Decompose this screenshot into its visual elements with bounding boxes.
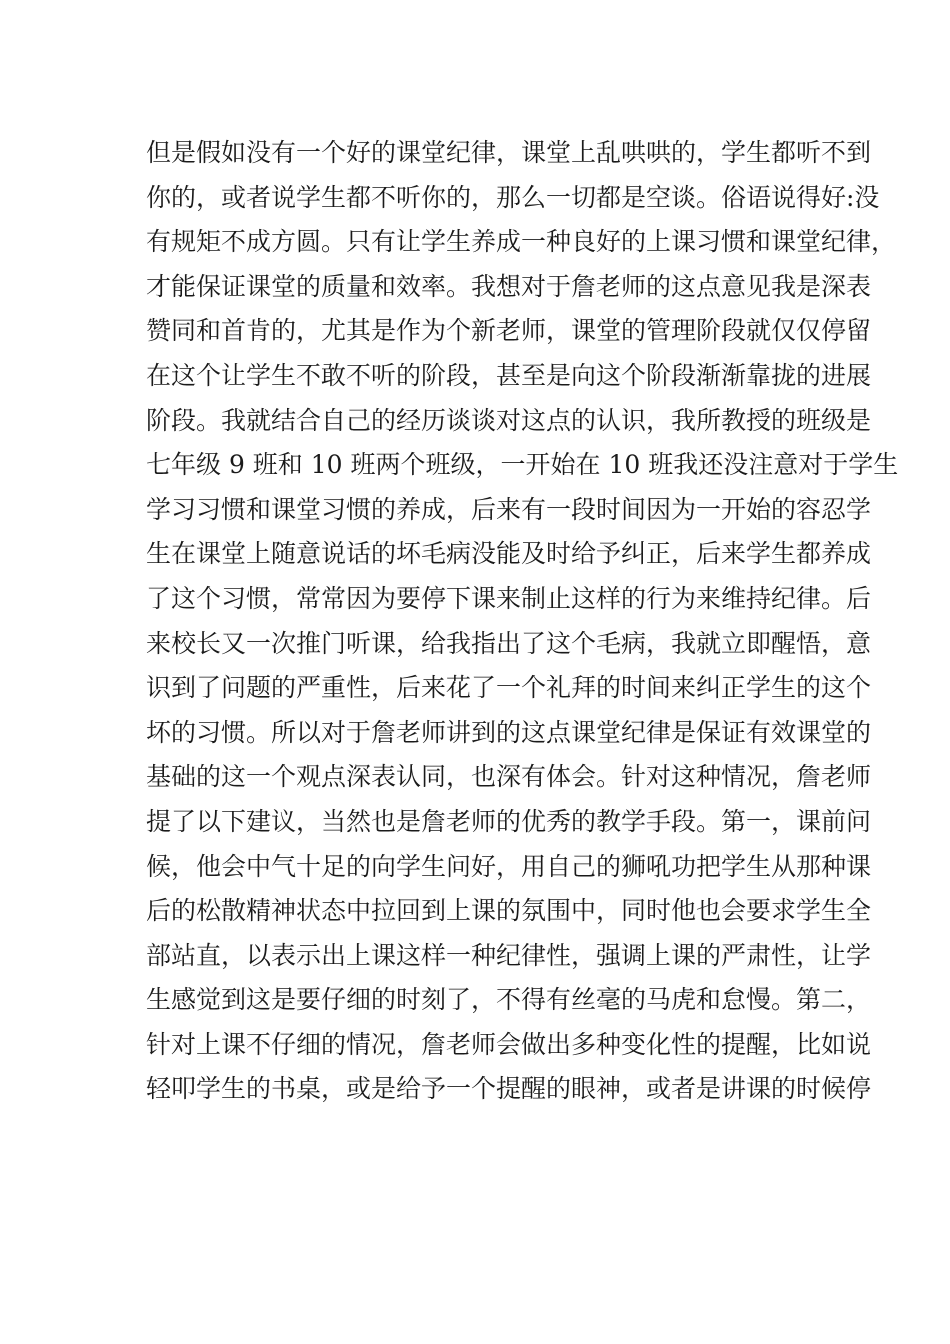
text-line: 基础的这一个观点深表认同，也深有体会。针对这种情况，詹老师 — [146, 762, 872, 792]
text-line: 阶段。我就结合自己的经历谈谈对这点的认识，我所教授的班级是 — [146, 405, 872, 435]
text-line: 轻叩学生的书桌，或是给予一个提醒的眼神，或者是讲课的时候停 — [146, 1074, 872, 1104]
text-line: 有规矩不成方圆。只有让学生养成一种良好的上课习惯和课堂纪律， — [146, 227, 897, 257]
text-line: 来校长又一次推门听课，给我指出了这个毛病，我就立即醒悟，意 — [146, 628, 872, 658]
text-line: 针对上课不仔细的情况，詹老师会做出多种变化性的提醒，比如说 — [146, 1029, 872, 1059]
text-line: 七年级 9 班和 10 班两个班级，一开始在 10 班我还没注意对于学生 — [146, 450, 899, 480]
text-line: 学习习惯和课堂习惯的养成，后来有一段时间因为一开始的容忍学 — [146, 494, 872, 524]
text-line: 识到了问题的严重性，后来花了一个礼拜的时间来纠正学生的这个 — [146, 673, 872, 703]
text-line: 提了以下建议，当然也是詹老师的优秀的教学手段。第一，课前问 — [146, 806, 872, 836]
text-line: 生感觉到这是要仔细的时刻了，不得有丝毫的马虎和怠慢。第二， — [146, 985, 872, 1015]
text-line: 在这个让学生不敢不听的阶段，甚至是向这个阶段渐渐靠拢的进展 — [146, 360, 872, 390]
text-line: 才能保证课堂的质量和效率。我想对于詹老师的这点意见我是深表 — [146, 271, 872, 301]
text-line: 候，他会中气十足的向学生问好，用自己的狮吼功把学生从那种课 — [146, 851, 872, 881]
text-line: 部站直，以表示出上课这样一种纪律性，强调上课的严肃性，让学 — [146, 940, 872, 970]
body-paragraph — [146, 131, 899, 1112]
text-line: 了这个习惯，常常因为要停下课来制止这样的行为来维持纪律。后 — [146, 583, 872, 613]
text-line: 生在课堂上随意说话的坏毛病没能及时给予纠正，后来学生都养成 — [146, 539, 872, 569]
text-line: 你的，或者说学生都不听你的，那么一切都是空谈。俗语说得好:没 — [146, 182, 880, 212]
text-line: 坏的习惯。所以对于詹老师讲到的这点课堂纪律是保证有效课堂的 — [146, 717, 872, 747]
text-line: 但是假如没有一个好的课堂纪律，课堂上乱哄哄的，学生都听不到 — [146, 138, 872, 167]
text-line: 后的松散精神状态中拉回到上课的氛围中，同时他也会要求学生全 — [146, 896, 872, 926]
text-line: 赞同和首肯的，尤其是作为个新老师，课堂的管理阶段就仅仅停留 — [146, 316, 872, 346]
